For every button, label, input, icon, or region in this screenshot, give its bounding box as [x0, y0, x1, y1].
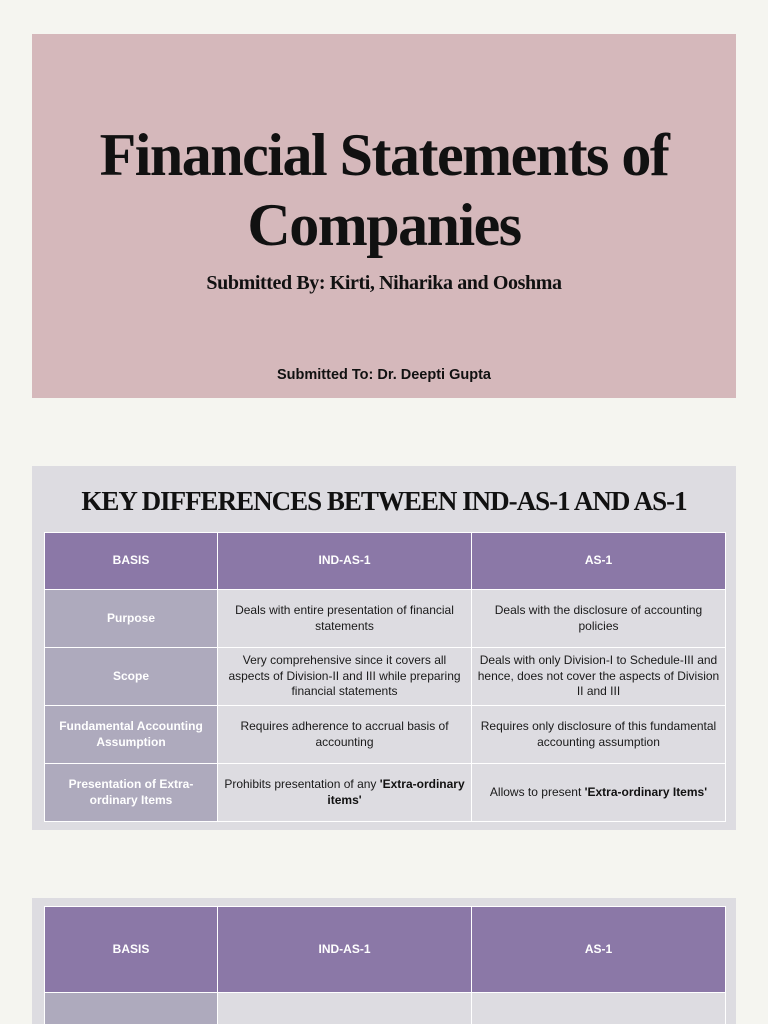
as-1-cell: Deals with only Division-I to Schedule-III and hence, does not cover the aspects of Division II and III: [472, 648, 726, 706]
column-header-basis: BASIS: [45, 907, 218, 993]
table-row: [45, 648, 726, 706]
ind-as-1-emphasis: 'Extra-ordinary items': [327, 777, 465, 807]
row-basis-cell: Purpose: [45, 590, 218, 648]
column-header-ind-as-1: IND-AS-1: [218, 907, 472, 993]
slide-heading: KEY DIFFERENCES BETWEEN IND-AS-1 AND AS-1: [81, 486, 687, 516]
row-basis-cell: Presentation of Extra-ordinary Items: [45, 764, 218, 822]
table-row: [45, 706, 726, 764]
table-row: [45, 590, 726, 648]
column-header-as-1: AS-1: [472, 533, 726, 590]
column-header-as-1: AS-1: [472, 907, 726, 993]
table-header-row: [45, 907, 726, 993]
key-differences-slide: [32, 466, 736, 830]
ind-as-1-cell: Deals with entire presentation of financial statements: [218, 590, 472, 648]
row-basis-cell: [45, 993, 218, 1024]
table-row: [45, 764, 726, 822]
comparison-table: [44, 906, 726, 1024]
title-slide: [32, 34, 736, 398]
table-header-row: [45, 533, 726, 590]
ind-as-1-cell: Very comprehensive since it covers all aspects of Division-II and III while preparing financial statements: [218, 648, 472, 706]
as-1-text: Allows to present: [489, 784, 585, 799]
next-comparison-slide: [32, 898, 736, 1024]
as-1-emphasis: 'Extra-ordinary Items': [584, 784, 708, 799]
submitted-to-text: Submitted To: Dr. Deepti Gupta: [276, 367, 491, 383]
row-basis-cell: Scope: [45, 648, 218, 706]
submitted-by-text: Submitted By: Kirti, Niharika and Ooshma: [206, 272, 562, 294]
as-1-cell: Deals with the disclosure of accounting policies: [472, 590, 726, 648]
table-row: [45, 993, 726, 1024]
as-1-cell: Requires only disclosure of this fundamental accounting assumption: [472, 706, 726, 764]
as-1-cell: [472, 993, 726, 1024]
ind-as-1-cell: [218, 993, 472, 1024]
as-1-cell: [472, 764, 726, 822]
ind-as-1-cell: [218, 764, 472, 822]
row-basis-cell: Fundamental Accounting Assumption: [45, 706, 218, 764]
ind-as-1-cell: Requires adherence to accrual basis of accounting: [218, 706, 472, 764]
ind-as-1-text: Prohibits presentation of any: [224, 777, 380, 791]
column-header-ind-as-1: IND-AS-1: [218, 533, 472, 590]
presentation-title: Financial Statements of Companies: [99, 122, 669, 258]
column-header-basis: BASIS: [45, 533, 218, 590]
comparison-table: [44, 532, 726, 822]
